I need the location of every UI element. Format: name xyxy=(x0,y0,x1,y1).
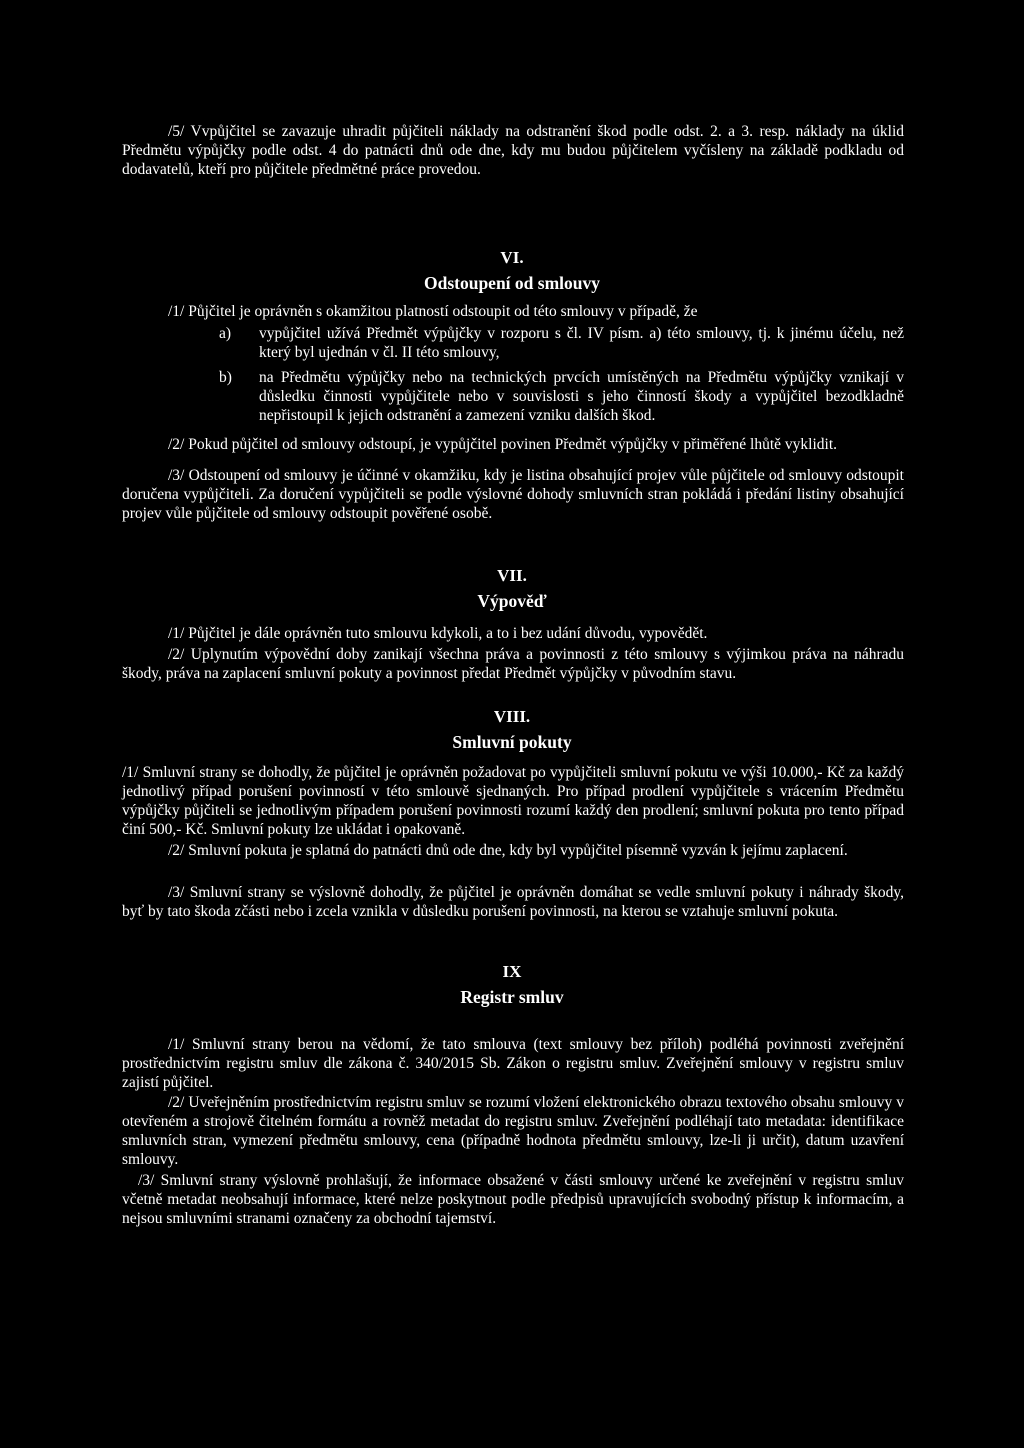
section-vii-title: Výpověď xyxy=(477,591,547,611)
section-vi-title: Odstoupení od smlouvy xyxy=(423,273,601,293)
section-vi-paragraph-3: /3/ Odstoupení od smlouvy je účinné v okamžiku, kdy je listina obsahující projev vůle půjčitele od smlouvy odstoupit doručena vypůjčiteli. Za doručení vypůjčiteli se podle výslovné dohody smluvních stran pokládá i předání listiny obsahující projev vůle půjčitele od smlouvy odstoupit pověřené osobě. xyxy=(122,467,904,522)
list-marker: b) xyxy=(219,369,232,386)
section-vii-number: VII. xyxy=(497,566,527,585)
section-vi-paragraph-1-intro: /1/ Půjčitel je oprávněn s okamžitou platností odstoupit od této smlouvy v případě, že xyxy=(168,303,698,320)
section-ix-heading xyxy=(0,960,1024,1010)
section-viii-number: VIII. xyxy=(493,707,531,726)
section-ix-paragraph-1: /1/ Smluvní strany berou na vědomí, že tato smlouva (text smlouvy bez příloh) podléhá povinnosti zveřejnění prostřednictvím registru smluv dle zákona č. 340/2015 Sb. Zákon o registru smluv. Zveřejnění smlouvy v registru smluv zajistí půjčitel. xyxy=(122,1036,904,1091)
section-viii-heading xyxy=(0,705,1024,755)
section-vi-heading xyxy=(0,246,1024,296)
section-viii-paragraph-1: /1/ Smluvní strany se dohodly, že půjčitel je oprávněn požadovat po vypůjčiteli smluvní pokutu ve výši 10.000,- Kč za každý jednotlivý případ porušení povinností v této smlouvě sjednaných. Pro případ prodlení vypůjčitele s vrácením Předmětu výpůjčky půjčiteli se jednotlivým případem porušení povinnosti rozumí každý den prodlení; smluvní pokuta pro tento případ činí 500,- Kč. Smluvní pokuty lze ukládat i opakovaně. xyxy=(122,764,904,838)
section-ix-paragraph-2: /2/ Uveřejněním prostřednictvím registru smluv se rozumí vložení elektronického obrazu textového obsahu smlouvy v otevřeném a strojově čitelném formátu a rovněž metadat do registru smluv. Zveřejnění podléhají tato metadata: identifikace smluvních stran, vymezení předmětu smlouvy, cena (případně hodnota předmětu smlouvy, lze-li ji určit), datum uzavření smlouvy. xyxy=(122,1094,904,1168)
section-ix-title: Registr smluv xyxy=(460,987,564,1007)
section-v-paragraph-5: /5/ Vvpůjčitel se zavazuje uhradit půjčiteli náklady na odstranění škod podle odst. 2. a 3. resp. náklady na úklid Předmětu výpůjčky podle odst. 4 do patnácti dnů ode dne, kdy mu budou půjčitelem vyčísleny na základě podkladu od dodavatelů, kteří pro půjčitele předmětné práce provedou. xyxy=(122,123,904,178)
section-viii-paragraph-3: /3/ Smluvní strany se výslovně dohodly, že půjčitel je oprávněn domáhat se vedle smluvní pokuty i náhrady škody, byť by tato škoda zčásti nebo i zcela vznikla v důsledku porušení povinnosti, na kterou se vztahuje smluvní pokuta. xyxy=(122,884,904,920)
section-vi-paragraph-2: /2/ Pokud půjčitel od smlouvy odstoupí, je vypůjčitel povinen Předmět výpůjčky v přiměřené lhůtě vyklidit. xyxy=(168,436,837,453)
list-item-text: na Předmětu výpůjčky nebo na technických prvcích umístěných na Předmětu výpůjčky vznikají v důsledku činnosti vypůjčitele nebo v souvislosti s jeho činností škody a vypůjčitel bezodkladně nepřistoupil k jejich odstranění a zamezení vzniku dalších škod. xyxy=(259,369,904,424)
section-vii-paragraph-2: /2/ Uplynutím výpovědní doby zanikají všechna práva a povinnosti z této smlouvy s výjimkou práva na náhradu škody, práva na zaplacení smluvní pokuty a povinnost předat Předmět výpůjčky v původním stavu. xyxy=(122,646,904,682)
section-vii-heading xyxy=(0,564,1024,614)
section-vi-list-item-b xyxy=(219,368,904,425)
section-vii-paragraph-1: /1/ Půjčitel je dále oprávněn tuto smlouvu kdykoli, a to i bez udání důvodu, vypovědět. xyxy=(168,625,708,642)
section-viii-paragraph-2: /2/ Smluvní pokuta je splatná do patnácti dnů ode dne, kdy byl vypůjčitel písemně vyzván k jejímu zaplacení. xyxy=(168,842,848,859)
list-item-text: vypůjčitel užívá Předmět výpůjčky v rozporu s čl. IV písm. a) této smlouvy, tj. k jinému účelu, než který byl ujednán v čl. II této smlouvy, xyxy=(259,325,904,361)
list-marker: a) xyxy=(219,325,232,342)
section-vi-list-item-a xyxy=(219,324,904,362)
section-ix-number: IX xyxy=(502,962,522,981)
section-vi-number: VI. xyxy=(500,248,524,267)
section-viii-title: Smluvní pokuty xyxy=(452,732,572,752)
section-ix-paragraph-3: /3/ Smluvní strany výslovně prohlašují, že informace obsažené v části smlouvy určené ke zveřejnění v registru smluv včetně metadat neobsahují informace, které nelze poskytnout podle předpisů upravujících svobodný přístup k informacím, a nejsou smluvními stranami označeny za obchodní tajemství. xyxy=(122,1172,904,1227)
